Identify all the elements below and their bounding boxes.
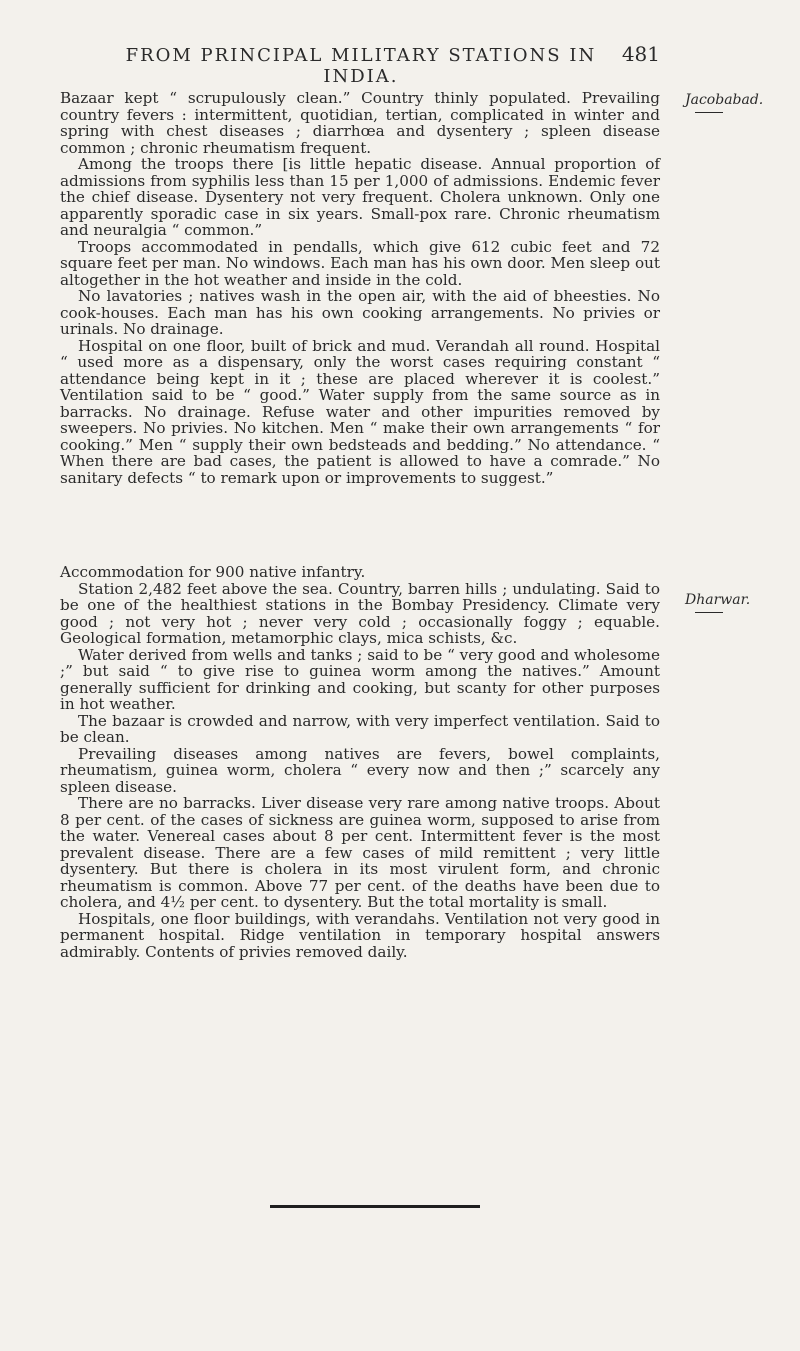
sidenote-jacobabad (685, 92, 763, 113)
paragraph: Water derived from wells and tanks ; said to be “ very good and wholesome ;” but said “ to give rise to guinea worm among the natives.” Amount generally sufficient for drinking and cooking, but scanty for other purposes in hot weather. (60, 645, 660, 713)
section-dharwar (60, 564, 660, 960)
sidenote-rule (695, 112, 723, 113)
paragraph: Among the troops there [is little hepatic disease. Annual proportion of admissions from syphilis less than 15 per 1,000 of admissions. Endemic fever the chief disease. Dysentery not very frequent. Cholera unknown. Only one apparently sporadic case in six years. Small-pox rare. Chronic rheumatism and neuralgia “ common.” (60, 155, 660, 239)
sidenote-dharwar (685, 592, 750, 613)
body-text (60, 90, 660, 960)
section-jacobabad (60, 90, 660, 486)
paragraph: The bazaar is crowded and narrow, with very imperfect ventilation. Said to be clean. (60, 711, 660, 746)
sidenote-dharwar-label: Dharwar. (685, 592, 751, 608)
running-title: FROM PRINCIPAL MILITARY STATIONS IN INDIA. (125, 45, 597, 87)
paragraph: Station 2,482 feet above the sea. Country, barren hills ; undulating. Said to be one of the healthiest stations in the Bombay Presidency. Climate very good ; not very hot ; never very cold ; occasionally foggy ; equable. Geological formation, metamorphic clays, mica schists, &c. (60, 579, 660, 647)
paragraph: Hospitals, one floor buildings, with verandahs. Ventilation not very good in permanent hospital. Ridge ventilation in temporary hospital answers admirably. Contents of privies removed daily. (60, 909, 660, 961)
paragraph: Prevailing diseases among natives are fevers, bowel complaints, rheumatism, guinea worm, cholera “ every now and then ;” scarcely any spleen disease. (60, 744, 660, 796)
paragraph: Troops accommodated in pendalls, which give 612 cubic feet and 72 square feet per man. No windows. Each man has his own door. Men sleep out altogether in the hot weather and inside in the cold. (60, 237, 660, 289)
paragraph: Hospital on one floor, built of brick and mud. Verandah all round. Hospital “ used more as a dispensary, only the worst cases requiring constant “ attendance being kept in it ; these are placed wherever it is coolest.” Ventilation said to be “ good.” Water supply from the same source as in barracks. No drainage. Refuse water and other impurities removed by sweepers. No privies. No kitchen. Men “ make their own arrangements “ for cooking.” Men “ supply their own bedsteads and bedding.” No attendance. “ When there are bad cases, the patient is allowed to have a comrade.” No sanitary defects “ to remark upon or improvements to suggest.” (60, 336, 660, 487)
page-number: 481 (621, 42, 660, 66)
sidenote-jacobabad-label: Jacobabad. (685, 92, 764, 108)
paragraph: No lavatories ; natives wash in the open air, with the aid of bheesties. No cook-houses. Each man has his own cooking arrangements. No privies or urinals. No drainage. (60, 287, 660, 338)
page-header (60, 42, 660, 87)
paragraph: Bazaar kept “ scrupulously clean.” Country thinly populated. Prevailing country fevers : intermittent, quotidian, tertian, complicated in winter and spring with chest diseases ; diarrhœa and dysentery ; spleen disease common ; chronic rheumatism frequent. (60, 89, 660, 157)
paragraph: Accommodation for 900 native infantry. (60, 563, 366, 581)
paragraph: There are no barracks. Liver disease very rare among native troops. About 8 per cent. of the cases of sickness are guinea worm, supposed to arise from the water. Venereal cases about 8 per cent. Intermittent fever is the most prevalent disease. There are a few cases of mild remittent ; very little dysentery. But there is cholera in its most virulent form, and chronic rheumatism is common. Above 77 per cent. of the deaths have been due to cholera, and 4½ per cent. to dysentery. But the total mortality is small. (60, 794, 660, 911)
section-gap (60, 486, 660, 564)
bottom-rule (270, 1205, 480, 1208)
sidenote-rule (695, 612, 723, 613)
